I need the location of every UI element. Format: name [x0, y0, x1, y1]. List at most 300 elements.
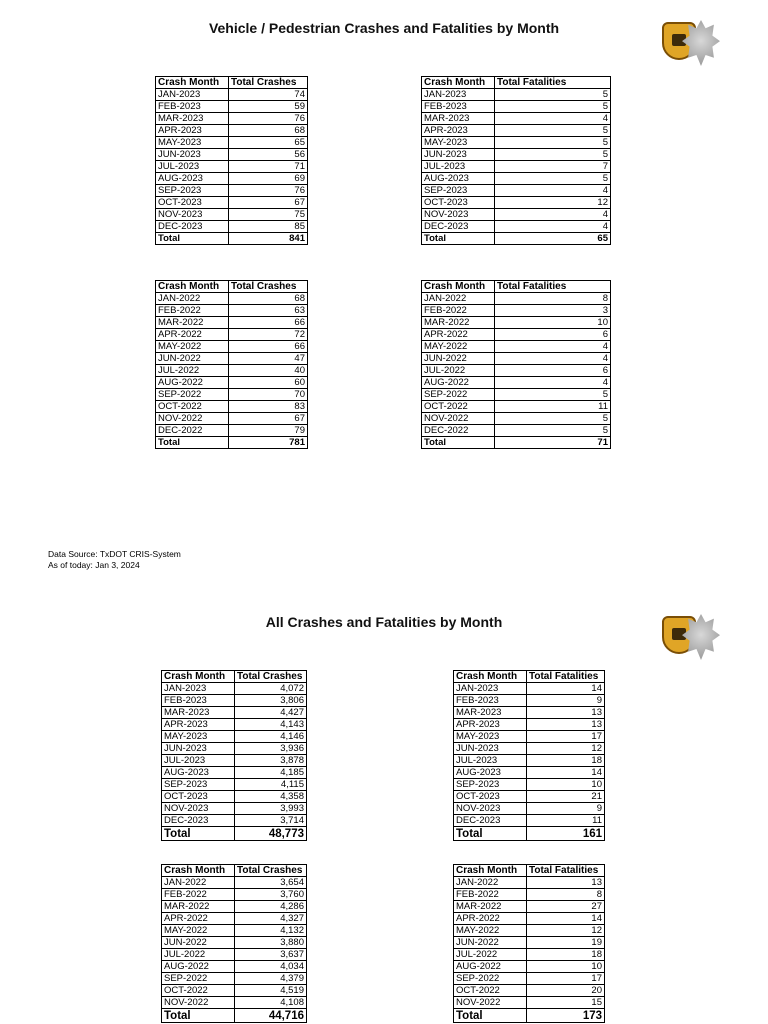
table-row	[454, 937, 605, 949]
value-cell: 11	[527, 815, 605, 827]
value-cell: 3,637	[235, 949, 307, 961]
month-cell: JUN-2023	[162, 743, 235, 755]
value-cell: 59	[229, 101, 308, 113]
month-cell: AUG-2022	[454, 961, 527, 973]
table-row	[454, 803, 605, 815]
value-cell: 6	[495, 329, 611, 341]
police-badges-logo	[660, 612, 724, 660]
header-total: Total Fatalities	[495, 281, 611, 293]
table-row	[454, 901, 605, 913]
total-label-cell: Total	[422, 233, 495, 245]
table-row	[422, 341, 611, 353]
value-cell: 11	[495, 401, 611, 413]
table-row	[422, 425, 611, 437]
value-cell: 67	[229, 197, 308, 209]
month-cell: APR-2022	[156, 329, 229, 341]
value-cell: 3,654	[235, 877, 307, 889]
table-total-row	[162, 827, 307, 841]
month-cell: JUL-2022	[162, 949, 235, 961]
month-cell: JAN-2023	[454, 683, 527, 695]
month-cell: APR-2023	[422, 125, 495, 137]
table-row	[156, 353, 308, 365]
month-cell: APR-2022	[162, 913, 235, 925]
value-cell: 75	[229, 209, 308, 221]
value-cell: 4,072	[235, 683, 307, 695]
month-cell: FEB-2022	[422, 305, 495, 317]
table-row	[162, 877, 307, 889]
month-cell: NOV-2023	[162, 803, 235, 815]
table-row	[162, 889, 307, 901]
value-cell: 12	[527, 925, 605, 937]
value-cell: 19	[527, 937, 605, 949]
table-row	[454, 889, 605, 901]
month-cell: OCT-2022	[162, 985, 235, 997]
table-row	[162, 961, 307, 973]
table-row	[162, 683, 307, 695]
value-cell: 10	[495, 317, 611, 329]
table-row	[454, 961, 605, 973]
month-cell: FEB-2022	[454, 889, 527, 901]
month-cell: NOV-2023	[156, 209, 229, 221]
table-row	[422, 137, 611, 149]
table-row	[162, 767, 307, 779]
month-cell: NOV-2022	[162, 997, 235, 1009]
table-header-row	[156, 281, 308, 293]
month-cell: AUG-2022	[162, 961, 235, 973]
value-cell: 10	[527, 961, 605, 973]
table-row	[454, 743, 605, 755]
table-total-row	[422, 233, 611, 245]
value-cell: 5	[495, 173, 611, 185]
table-row	[156, 137, 308, 149]
value-cell: 9	[527, 695, 605, 707]
header-total: Total Fatalities	[527, 865, 605, 877]
total-value-cell: 44,716	[235, 1009, 307, 1023]
month-cell: SEP-2023	[162, 779, 235, 791]
table-row	[162, 731, 307, 743]
month-cell: MAR-2023	[454, 707, 527, 719]
total-value-cell: 173	[527, 1009, 605, 1023]
header-crash-month: Crash Month	[162, 671, 235, 683]
table-row	[162, 949, 307, 961]
value-cell: 76	[229, 113, 308, 125]
value-cell: 13	[527, 719, 605, 731]
total-value-cell: 841	[229, 233, 308, 245]
header-crash-month: Crash Month	[454, 865, 527, 877]
value-cell: 4,519	[235, 985, 307, 997]
value-cell: 4,143	[235, 719, 307, 731]
value-cell: 3,806	[235, 695, 307, 707]
header-total: Total Crashes	[229, 281, 308, 293]
month-cell: NOV-2022	[454, 997, 527, 1009]
value-cell: 4,379	[235, 973, 307, 985]
table-row	[422, 197, 611, 209]
month-cell: JUL-2023	[156, 161, 229, 173]
all-fatalities-2023-table	[453, 670, 605, 841]
value-cell: 66	[229, 317, 308, 329]
month-cell: JUL-2022	[422, 365, 495, 377]
table-row	[156, 149, 308, 161]
month-cell: MAY-2023	[162, 731, 235, 743]
total-label-cell: Total	[454, 1009, 527, 1023]
value-cell: 4	[495, 341, 611, 353]
total-label-cell: Total	[454, 827, 527, 841]
table-row	[162, 913, 307, 925]
table-row	[422, 125, 611, 137]
header-crash-month: Crash Month	[156, 281, 229, 293]
table-total-row	[422, 437, 611, 449]
value-cell: 4,358	[235, 791, 307, 803]
value-cell: 8	[495, 293, 611, 305]
all-crashes-2022-table	[161, 864, 307, 1023]
table-row	[454, 913, 605, 925]
value-cell: 56	[229, 149, 308, 161]
table-row	[454, 997, 605, 1009]
month-cell: NOV-2023	[454, 803, 527, 815]
all-fatalities-2022-table	[453, 864, 605, 1023]
month-cell: SEP-2023	[422, 185, 495, 197]
table-row	[156, 101, 308, 113]
total-value-cell: 65	[495, 233, 611, 245]
month-cell: JUN-2022	[156, 353, 229, 365]
table-row	[422, 89, 611, 101]
value-cell: 71	[229, 161, 308, 173]
value-cell: 4	[495, 209, 611, 221]
value-cell: 66	[229, 341, 308, 353]
value-cell: 83	[229, 401, 308, 413]
month-cell: FEB-2023	[422, 101, 495, 113]
table-row	[156, 161, 308, 173]
table-row	[156, 329, 308, 341]
total-label-cell: Total	[156, 233, 229, 245]
month-cell: JAN-2022	[422, 293, 495, 305]
table-row	[162, 997, 307, 1009]
month-cell: JUN-2022	[162, 937, 235, 949]
value-cell: 9	[527, 803, 605, 815]
table-row	[422, 221, 611, 233]
header-total: Total Crashes	[235, 671, 307, 683]
table-row	[156, 197, 308, 209]
month-cell: FEB-2022	[156, 305, 229, 317]
month-cell: SEP-2022	[422, 389, 495, 401]
table-row	[162, 815, 307, 827]
table-row	[422, 185, 611, 197]
header-total: Total Fatalities	[527, 671, 605, 683]
month-cell: MAY-2022	[422, 341, 495, 353]
month-cell: AUG-2022	[156, 377, 229, 389]
month-cell: DEC-2023	[156, 221, 229, 233]
value-cell: 3,880	[235, 937, 307, 949]
table-row	[422, 293, 611, 305]
value-cell: 76	[229, 185, 308, 197]
crashes-2023-table	[155, 76, 308, 245]
table-row	[454, 683, 605, 695]
value-cell: 4	[495, 377, 611, 389]
month-cell: AUG-2023	[422, 173, 495, 185]
month-cell: DEC-2022	[156, 425, 229, 437]
table-total-row	[454, 1009, 605, 1023]
table-row	[454, 767, 605, 779]
month-cell: OCT-2023	[156, 197, 229, 209]
value-cell: 5	[495, 101, 611, 113]
value-cell: 7	[495, 161, 611, 173]
table-row	[422, 209, 611, 221]
month-cell: JAN-2022	[454, 877, 527, 889]
value-cell: 12	[495, 197, 611, 209]
month-cell: OCT-2022	[454, 985, 527, 997]
value-cell: 3	[495, 305, 611, 317]
table-row	[422, 317, 611, 329]
total-value-cell: 48,773	[235, 827, 307, 841]
table-row	[422, 413, 611, 425]
month-cell: MAR-2022	[454, 901, 527, 913]
total-label-cell: Total	[156, 437, 229, 449]
table-row	[454, 949, 605, 961]
month-cell: NOV-2023	[422, 209, 495, 221]
header-crash-month: Crash Month	[422, 77, 495, 89]
table-row	[162, 707, 307, 719]
value-cell: 6	[495, 365, 611, 377]
fatalities-2023-table	[421, 76, 611, 245]
table-row	[162, 695, 307, 707]
table-row	[454, 755, 605, 767]
data-source-note	[48, 549, 181, 571]
table-row	[454, 779, 605, 791]
month-cell: APR-2023	[162, 719, 235, 731]
table-row	[422, 101, 611, 113]
table-row	[156, 317, 308, 329]
table-header-row	[162, 865, 307, 877]
table-row	[156, 221, 308, 233]
table-row	[162, 719, 307, 731]
table-row	[162, 803, 307, 815]
month-cell: MAR-2022	[162, 901, 235, 913]
table-row	[422, 173, 611, 185]
table-row	[162, 743, 307, 755]
month-cell: MAR-2023	[162, 707, 235, 719]
total-value-cell: 71	[495, 437, 611, 449]
month-cell: JUN-2023	[156, 149, 229, 161]
table-row	[156, 185, 308, 197]
table-row	[156, 305, 308, 317]
month-cell: JUN-2023	[422, 149, 495, 161]
total-value-cell: 781	[229, 437, 308, 449]
table-row	[162, 985, 307, 997]
table-row	[156, 401, 308, 413]
month-cell: SEP-2023	[156, 185, 229, 197]
value-cell: 70	[229, 389, 308, 401]
table-row	[162, 973, 307, 985]
table-header-row	[454, 671, 605, 683]
value-cell: 27	[527, 901, 605, 913]
value-cell: 4	[495, 221, 611, 233]
month-cell: SEP-2022	[454, 973, 527, 985]
fatalities-2022-table	[421, 280, 611, 449]
value-cell: 4,108	[235, 997, 307, 1009]
value-cell: 4,327	[235, 913, 307, 925]
month-cell: JUL-2023	[422, 161, 495, 173]
value-cell: 4	[495, 113, 611, 125]
month-cell: JAN-2023	[156, 89, 229, 101]
table-row	[162, 901, 307, 913]
month-cell: NOV-2022	[156, 413, 229, 425]
table-header-row	[454, 865, 605, 877]
value-cell: 68	[229, 125, 308, 137]
table-header-row	[422, 281, 611, 293]
month-cell: AUG-2023	[454, 767, 527, 779]
value-cell: 68	[229, 293, 308, 305]
value-cell: 18	[527, 949, 605, 961]
month-cell: AUG-2023	[162, 767, 235, 779]
month-cell: NOV-2022	[422, 413, 495, 425]
value-cell: 12	[527, 743, 605, 755]
table-row	[156, 425, 308, 437]
month-cell: SEP-2022	[156, 389, 229, 401]
header-crash-month: Crash Month	[454, 671, 527, 683]
month-cell: MAY-2023	[156, 137, 229, 149]
as-of-date-line: As of today: Jan 3, 2024	[48, 560, 140, 570]
value-cell: 14	[527, 767, 605, 779]
section-title-vehicle-pedestrian: Vehicle / Pedestrian Crashes and Fatalities by Month	[208, 20, 560, 36]
month-cell: OCT-2022	[422, 401, 495, 413]
table-row	[156, 113, 308, 125]
value-cell: 8	[527, 889, 605, 901]
value-cell: 4,185	[235, 767, 307, 779]
value-cell: 3,993	[235, 803, 307, 815]
total-label-cell: Total	[162, 827, 235, 841]
total-label-cell: Total	[422, 437, 495, 449]
table-row	[156, 365, 308, 377]
month-cell: MAY-2022	[454, 925, 527, 937]
value-cell: 3,878	[235, 755, 307, 767]
data-source-line: Data Source: TxDOT CRIS-System	[48, 549, 181, 559]
month-cell: APR-2023	[454, 719, 527, 731]
value-cell: 79	[229, 425, 308, 437]
month-cell: DEC-2022	[422, 425, 495, 437]
month-cell: APR-2022	[454, 913, 527, 925]
table-row	[156, 389, 308, 401]
header-crash-month: Crash Month	[156, 77, 229, 89]
table-row	[156, 341, 308, 353]
month-cell: OCT-2023	[422, 197, 495, 209]
value-cell: 15	[527, 997, 605, 1009]
month-cell: MAR-2023	[156, 113, 229, 125]
month-cell: JUL-2022	[156, 365, 229, 377]
month-cell: APR-2023	[156, 125, 229, 137]
month-cell: JAN-2023	[162, 683, 235, 695]
table-total-row	[454, 827, 605, 841]
month-cell: SEP-2023	[454, 779, 527, 791]
value-cell: 72	[229, 329, 308, 341]
table-header-row	[156, 77, 308, 89]
table-header-row	[422, 77, 611, 89]
month-cell: FEB-2023	[156, 101, 229, 113]
value-cell: 4,146	[235, 731, 307, 743]
table-row	[422, 113, 611, 125]
value-cell: 10	[527, 779, 605, 791]
month-cell: MAY-2022	[162, 925, 235, 937]
month-cell: FEB-2023	[454, 695, 527, 707]
table-row	[454, 877, 605, 889]
value-cell: 5	[495, 413, 611, 425]
value-cell: 5	[495, 425, 611, 437]
month-cell: MAY-2022	[156, 341, 229, 353]
month-cell: JUN-2022	[422, 353, 495, 365]
month-cell: MAR-2022	[422, 317, 495, 329]
value-cell: 4,427	[235, 707, 307, 719]
table-row	[454, 719, 605, 731]
value-cell: 5	[495, 125, 611, 137]
month-cell: APR-2022	[422, 329, 495, 341]
value-cell: 20	[527, 985, 605, 997]
value-cell: 69	[229, 173, 308, 185]
month-cell: JUN-2022	[454, 937, 527, 949]
value-cell: 5	[495, 389, 611, 401]
value-cell: 4,286	[235, 901, 307, 913]
table-row	[454, 695, 605, 707]
table-row	[422, 377, 611, 389]
table-row	[422, 401, 611, 413]
value-cell: 65	[229, 137, 308, 149]
table-row	[162, 937, 307, 949]
value-cell: 5	[495, 149, 611, 161]
table-row	[454, 707, 605, 719]
header-crash-month: Crash Month	[162, 865, 235, 877]
header-crash-month: Crash Month	[422, 281, 495, 293]
table-row	[156, 377, 308, 389]
table-total-row	[156, 233, 308, 245]
header-total: Total Fatalities	[495, 77, 611, 89]
value-cell: 63	[229, 305, 308, 317]
table-row	[454, 791, 605, 803]
table-row	[156, 89, 308, 101]
value-cell: 13	[527, 707, 605, 719]
month-cell: MAY-2023	[422, 137, 495, 149]
month-cell: OCT-2023	[162, 791, 235, 803]
value-cell: 14	[527, 683, 605, 695]
crashes-2022-table	[155, 280, 308, 449]
table-row	[162, 779, 307, 791]
table-row	[454, 815, 605, 827]
table-row	[422, 329, 611, 341]
table-row	[162, 925, 307, 937]
month-cell: FEB-2023	[162, 695, 235, 707]
table-row	[454, 985, 605, 997]
table-header-row	[162, 671, 307, 683]
value-cell: 18	[527, 755, 605, 767]
month-cell: AUG-2022	[422, 377, 495, 389]
value-cell: 4,132	[235, 925, 307, 937]
all-crashes-2023-table	[161, 670, 307, 841]
value-cell: 4	[495, 353, 611, 365]
table-row	[422, 353, 611, 365]
month-cell: MAY-2023	[454, 731, 527, 743]
month-cell: FEB-2022	[162, 889, 235, 901]
month-cell: DEC-2023	[422, 221, 495, 233]
table-row	[454, 925, 605, 937]
value-cell: 21	[527, 791, 605, 803]
value-cell: 85	[229, 221, 308, 233]
month-cell: JAN-2022	[162, 877, 235, 889]
table-row	[162, 755, 307, 767]
value-cell: 74	[229, 89, 308, 101]
table-row	[422, 305, 611, 317]
header-total: Total Crashes	[235, 865, 307, 877]
value-cell: 5	[495, 89, 611, 101]
value-cell: 4,034	[235, 961, 307, 973]
table-row	[422, 149, 611, 161]
table-row	[422, 161, 611, 173]
